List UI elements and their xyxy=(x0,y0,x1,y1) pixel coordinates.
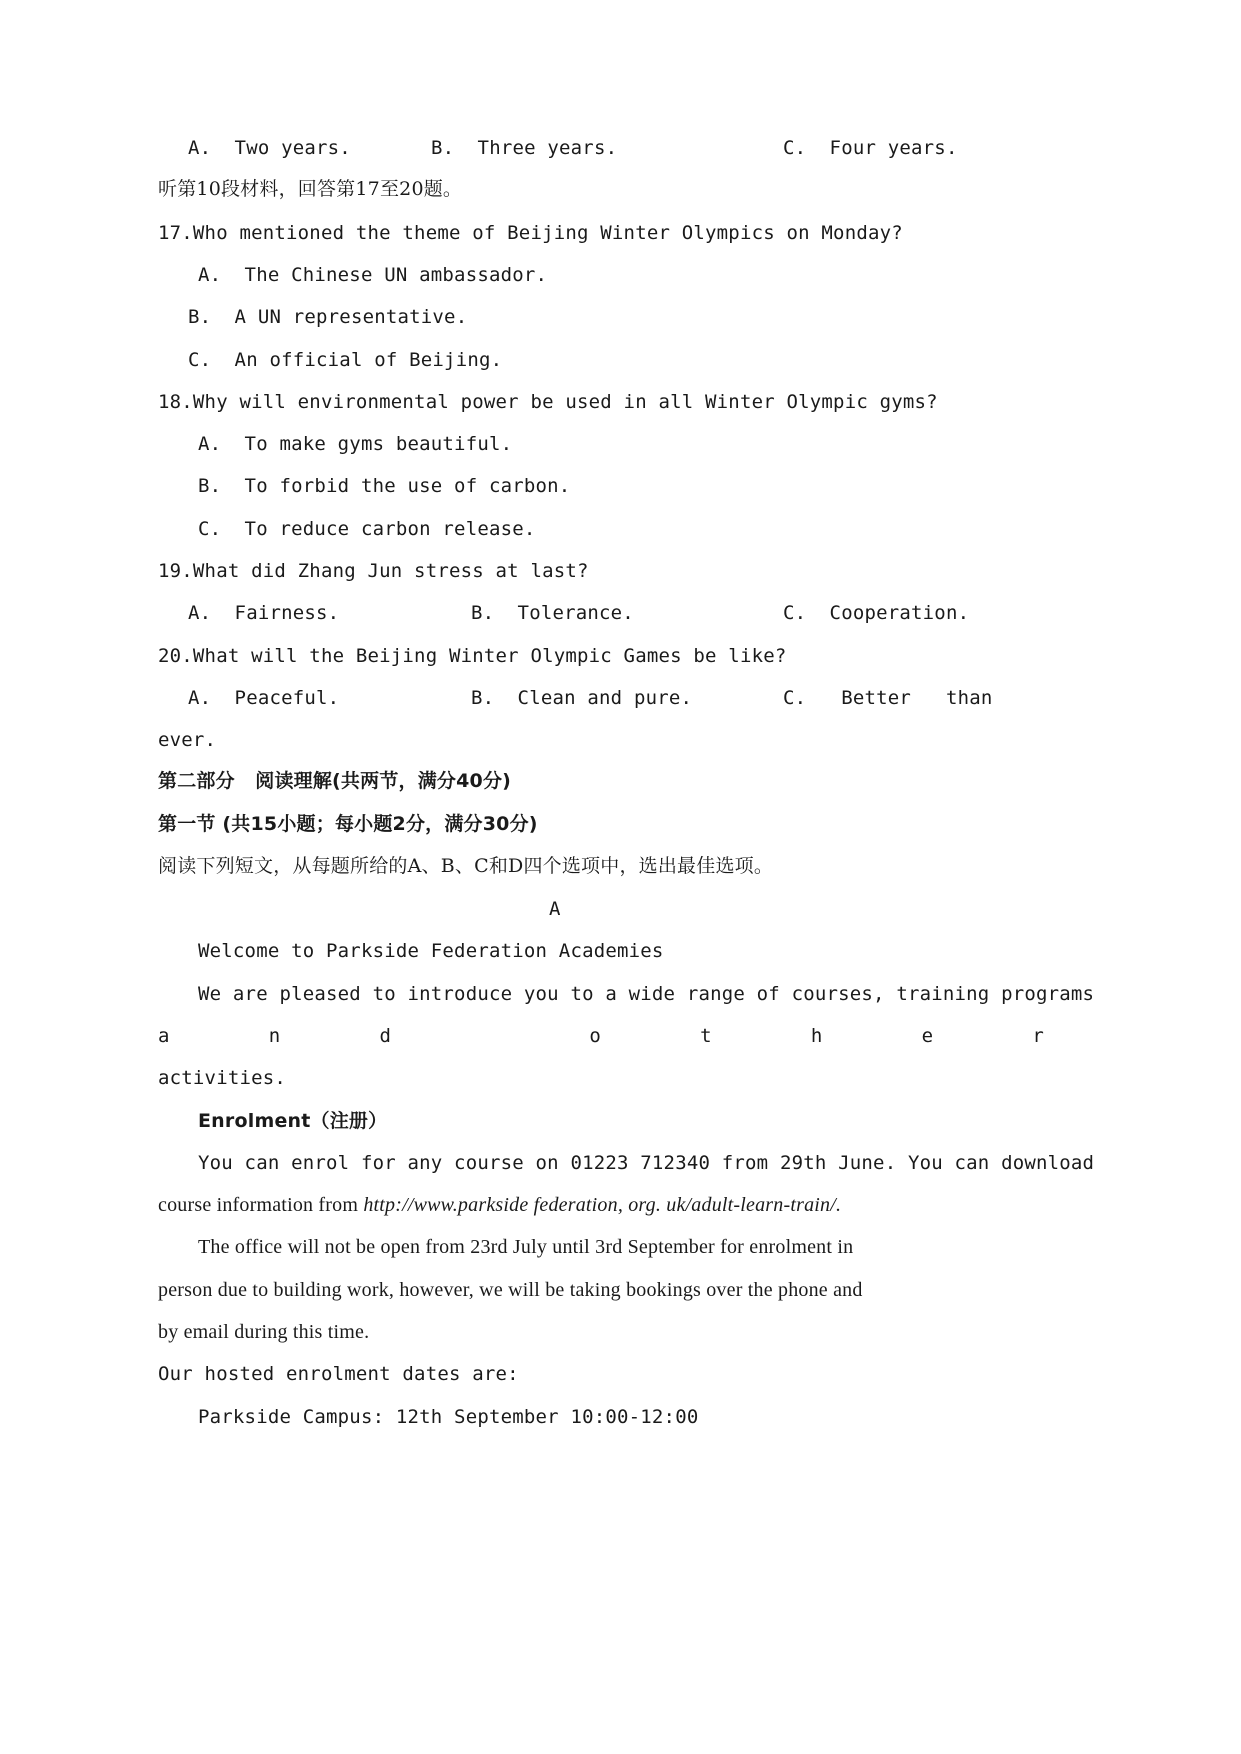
hosted-dates-intro: Our hosted enrolment dates are: xyxy=(158,1363,519,1385)
q16-option-b: B. Three years. xyxy=(431,137,618,159)
section1-heading: 第一节 (共15小题；每小题2分，满分30分) xyxy=(158,813,538,835)
enrol-line-2 xyxy=(158,1193,841,1217)
spread-letter: o xyxy=(589,1025,601,1047)
section10-instruction: 听第10段材料，回答第17至20题。 xyxy=(158,178,463,200)
spread-letter: a xyxy=(158,1025,170,1047)
enrol-line-2-prefix: course information from xyxy=(158,1194,364,1216)
q20-option-c-continuation: ever. xyxy=(158,729,217,751)
reading-instruction: 阅读下列短文，从每题所给的A、B、C和D四个选项中，选出最佳选项。 xyxy=(158,855,774,877)
q20-option-c: C. Better than xyxy=(783,687,993,709)
q18-question: 18.Why will environmental power be used in all Winter Olympic gyms? xyxy=(158,391,938,413)
passage-label: A xyxy=(549,898,561,920)
q18-option-a: A. To make gyms beautiful. xyxy=(198,433,513,455)
course-info-link[interactable]: http://www.parkside federation, org. uk/adult-learn-train/. xyxy=(363,1194,842,1216)
office-line-3: by email during this time. xyxy=(158,1321,370,1343)
spread-letter: d xyxy=(379,1025,392,1047)
spread-letter: e xyxy=(921,1025,934,1047)
q19-option-a: A. Fairness. xyxy=(188,602,340,624)
intro-line-1: We are pleased to introduce you to a wide range of courses, training programs xyxy=(198,983,1095,1005)
spread-letter: r xyxy=(1032,1025,1044,1047)
q16-option-c: C. Four years. xyxy=(783,137,958,159)
q18-option-c: C. To reduce carbon release. xyxy=(198,518,536,540)
office-line-1: The office will not be open from 23rd July until 3rd September for enrolment in xyxy=(198,1236,854,1258)
q18-option-b: B. To forbid the use of carbon. xyxy=(198,475,571,497)
q19-question: 19.What did Zhang Jun stress at last? xyxy=(158,560,589,582)
q17-option-b: B. A UN representative. xyxy=(188,306,468,328)
q19-option-b: B. Tolerance. xyxy=(471,602,634,624)
q16-option-a: A. Two years. xyxy=(188,137,351,159)
part2-heading: 第二部分 阅读理解(共两节，满分40分) xyxy=(158,770,512,792)
intro-line-3: activities. xyxy=(158,1067,287,1089)
office-line-2: person due to building work, however, we will be taking bookings over the phone and xyxy=(158,1279,863,1301)
enrolment-heading: Enrolment（注册） xyxy=(198,1110,388,1132)
q20-option-a: A. Peaceful. xyxy=(188,687,340,709)
spread-letter: t xyxy=(700,1025,712,1047)
q19-option-c: C. Cooperation. xyxy=(783,602,970,624)
q20-question: 20.What will the Beijing Winter Olympic Games be like? xyxy=(158,645,787,667)
q20-option-b: B. Clean and pure. xyxy=(471,687,693,709)
spread-letter: h xyxy=(810,1025,823,1047)
q17-question: 17.Who mentioned the theme of Beijing Winter Olympics on Monday? xyxy=(158,222,903,244)
q17-option-c: C. An official of Beijing. xyxy=(188,349,503,371)
parkside-campus-date: Parkside Campus: 12th September 10:00-12:00 xyxy=(198,1406,699,1428)
q17-option-a: A. The Chinese UN ambassador. xyxy=(198,264,548,286)
intro-line-2-spread xyxy=(158,1024,1044,1048)
passage-title: Welcome to Parkside Federation Academies xyxy=(198,940,664,962)
enrol-line-1: You can enrol for any course on 01223 712340 from 29th June. You can download xyxy=(198,1152,1095,1174)
spread-letter: n xyxy=(268,1025,281,1047)
